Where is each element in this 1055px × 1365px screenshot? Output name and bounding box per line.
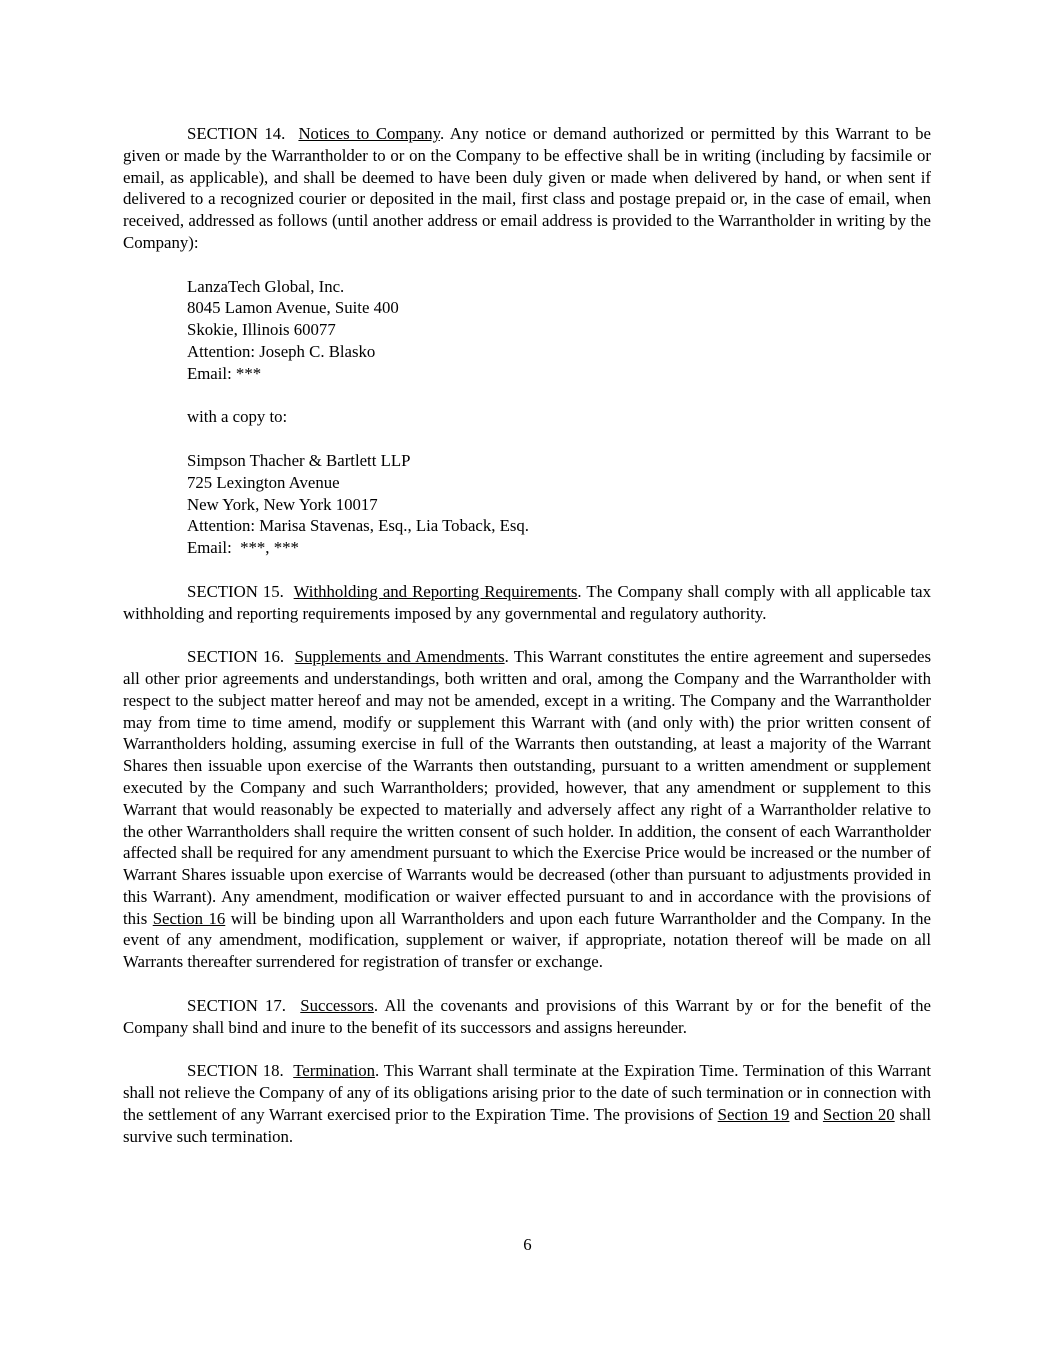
address-line: Email: *** [187,363,262,383]
underlined-text: Section 19 [717,1104,790,1124]
underlined-text: Section 20 [822,1104,895,1124]
underlined-text: Withholding and Reporting Requirements [293,581,578,601]
address-line: Simpson Thacher & Bartlett LLP [187,450,411,470]
address-line: Attention: Joseph C. Blasko [187,341,376,361]
copy-to-line [123,406,931,428]
address-block-counsel [123,450,931,559]
text-run: . This Warrant constitutes the entire agreement and supersedes all other prior agreements and understandings, both written and oral, among the Company and the Warrantholder with respect to the subject matter hereof and may not be amended, except in a writing. The Company and the Warrantholder may from time to time amend, modify or supplement this Warrant with (and only with) the prior written consent of Warrantholders holding, assuming exercise in full of the Warrants then outstanding, at least a majority of the Warrant Shares then issuable upon exercise of the Warrants then outstanding, pursuant to a written amendment or supplement executed by the Company and such Warrantholders; provided, however, that any amendment or supplement to this Warrant that would reasonably be expected to materially and adversely affect any right of a Warrantholder relative to the other Warrantholders shall require the written consent of such holder. In addition, the consent of each Warrantholder affected shall be required for any amendment pursuant to which the Exercise Price would be increased or the number of Warrant Shares issuable upon exercise of Warrants would be decreased (other than pursuant to adjustments provided in this Warrant). Any amendment, modification or waiver effected pursuant to and in accordance with the provisions of this [123,647,931,928]
address-block-company [123,276,931,385]
document-content [123,123,931,1147]
text-run: SECTION 17. [187,995,301,1015]
paragraph-section-18 [123,1060,931,1147]
underlined-text: Termination [293,1061,375,1081]
text-run: . This Warrant shall terminate at the Expiration Time. Termination of this Warrant shall not relieve the Company of any of its obligations arising prior to the date of such termination or in connection with the settlement of any Warrant exercised prior to the Expiration Time. The provisions of [123,1061,931,1124]
text-run: SECTION 18. [187,1061,294,1081]
address-line: LanzaTech Global, Inc. [187,276,345,296]
address-line: 8045 Lamon Avenue, Suite 400 [187,298,399,318]
paragraph-section-16 [123,646,931,973]
paragraph-section-15 [123,581,931,625]
text-run: SECTION 16. [187,647,295,667]
address-line: Attention: Marisa Stavenas, Esq., Lia Toback, Esq. [187,516,529,536]
paragraph-section-14 [123,123,931,254]
address-line: with a copy to: [187,407,288,427]
underlined-text: Successors [300,995,374,1015]
address-line: Email: ***, *** [187,538,299,558]
text-run: shall survive such termination. [123,1104,932,1146]
address-line: Skokie, Illinois 60077 [187,320,336,340]
text-run: will be binding upon all Warrantholders and upon each future Warrantholder and the Company. In the event of any amendment, modification, supplement or waiver, if appropriate, notation thereof will be made on all Warrants thereafter surrendered for registration of transfer or exchange. [123,908,931,972]
text-run: and [789,1104,823,1124]
text-run: SECTION 15. [187,581,294,601]
paragraph-section-17 [123,995,931,1039]
underlined-text: Section 16 [152,908,226,928]
page-number: 6 [523,1235,532,1254]
address-line: 725 Lexington Avenue [187,472,340,492]
text-run: SECTION 14. [187,124,299,143]
underlined-text: Notices to Company [298,124,440,143]
address-line: New York, New York 10017 [187,494,378,514]
text-run: . Any notice or demand authorized or permitted by this Warrant to be given or made by the Warrantholder to or on the Company to be effective shall be in writing (including by facsimile or email, as applicable), and shall be deemed to have been duly given or made when delivered by hand, or when sent if delivered to a recognized courier or deposited in the mail, first class and postage prepaid or, in the case of email, when received, addressed as follows (until another address or email address is provided to the Warrantholder in writing by the Company): [123,124,931,252]
text-run: . All the covenants and provisions of this Warrant by or for the benefit of the Company shall bind and inure to the benefit of its successors and assigns hereunder. [123,995,931,1037]
text-run: . The Company shall comply with all applicable tax withholding and reporting requirements imposed by any governmental and regulatory authority. [123,581,931,623]
underlined-text: Supplements and Amendments [294,647,505,667]
